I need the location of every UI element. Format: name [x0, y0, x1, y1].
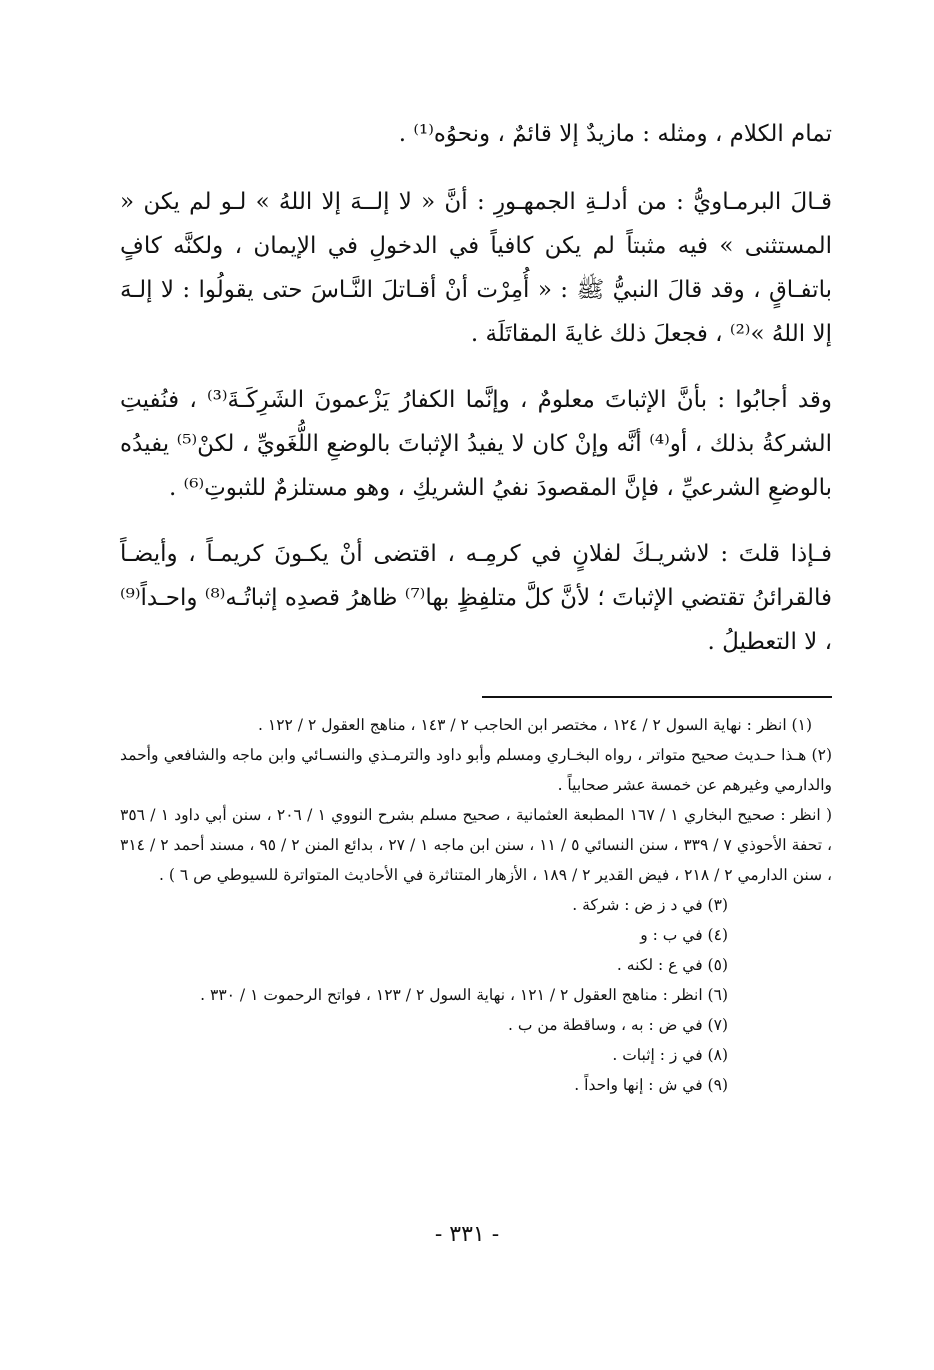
footnote-divider-wrap	[120, 686, 832, 710]
paragraph-4: فـإذا قلتَ : لاشريـكَ لفلانٍ في كرمِـه ، اقتضى أنْ يكـونَ كريمـاً ، وأيضـاً فالقرائنُ تقتضي الإثباتَ ؛ لأنَّ كلَّ متلفِظٍ بها⁽⁷⁾ ظاهرُ قصدِه إثباتُـه⁽⁸⁾ واحـداً⁽⁹⁾ ، لا التعطيلُ .	[120, 541, 833, 655]
footnote-6: (٦) انظر : مناهج العقول ٢ / ١٢١ ، نهاية السول ٢ / ١٢٣ ، فواتح الرحموت ١ / ٣٣٠ .	[200, 986, 728, 1004]
page-number: - ٣٣١ -	[434, 1222, 500, 1247]
main-text	[120, 112, 832, 664]
footnote-7: (٧) في ض : به ، وساقطة من ب .	[508, 1016, 728, 1034]
paragraph-2: قـالَ البرمـاويُّ : من أدلـةِ الجمهـورِ : أنَّ « لا إلــهَ إلا اللهُ » لـو لم يكن « المستثنى » فيه مثبتاً لم يكن كافياً في الدخولِ في الإيمان ، ولكنَّه كافٍ باتفـاقٍ ، وقد قالَ النبيُّ ﷺ : « أُمِرْت أنْ أقـاتلَ النَّـاسَ حتى يقولُوا : لا إلـهَ إلا اللهُ »⁽²⁾ ، فجعلَ ذلك غايةَ المقاتَلَة .	[120, 189, 832, 347]
paragraph-1: تمام الكلام ، ومثله : مازيدٌ إلا قائمٌ ، ونحوُه⁽¹⁾ .	[398, 121, 832, 147]
footnote-1: (١) انظر : نهاية السول ٢ / ١٢٤ ، مختصر ابن الحاجب ٢ / ١٤٣ ، مناهج العقول ٢ / ١٢٢ .	[258, 716, 812, 734]
footnote-8: (٨) في ز : إثبات .	[612, 1046, 728, 1064]
footnote-2-references: ( انظر : صحيح البخاري ١ / ١٦٧ المطبعة العثمانية ، صحيح مسلم بشرح النووي ١ / ٢٠٦ ، سنن أبي داود ١ / ٣٥٦ ، تحفة الأحوذي ٧ / ٣٣٩ ، سنن النسائي ٥ / ١١ ، سنن ابن ماجه ١ / ٢٧ ، بدائع المنن ٢ / ٩٥ ، مسند أحمد ٢ / ٣١٤ ، سنن الدارمي ٢ / ٢١٨ ، فيض القدير ٢ / ١٨٩ ، الأزهار المتناثرة في الأحاديث المتواترة للسيوطي ص ٦ ) .	[120, 806, 833, 884]
footnote-2: (٢) هـذا حـديث صحيح متواتر ، رواه البخـاري ومسلم وأبو داود والترمـذي والنسـائي وابن ماجه والشافعي وأحمد والدارمي وغيرهم عن خمسة عشر صحابياً .	[120, 746, 832, 794]
paragraph-3: وقد أجابُوا : بأنَّ الإثباتَ معلومٌ ، وإنَّما الكفارُ يَزْعمونَ الشَرِكَـةَ⁽³⁾ ، فنُفيتِ الشركةُ بذلك ، أو⁽⁴⁾ أنَّه وإنْ كان لا يفيدُ الإثباتَ بالوضعِ اللُّغَويِّ ، لكنْ⁽⁵⁾ يفيدُه بالوضعِ الشرعيِّ ، فإنَّ المقصودَ نفيُ الشريكِ ، وهو مستلزمٌ للثبوتِ⁽⁶⁾ .	[120, 387, 832, 501]
footnote-5: (٥) في ع : لكنه .	[616, 956, 728, 974]
footnote-3: (٣) في د ز ض : شركة .	[572, 896, 728, 914]
footnote-9: (٩) في ش : إنها واحداً .	[574, 1076, 728, 1094]
page-content	[120, 112, 832, 1100]
footnote-4: (٤) في ب : و	[640, 926, 728, 944]
footnote-divider	[482, 696, 832, 698]
footnotes	[120, 710, 832, 1100]
